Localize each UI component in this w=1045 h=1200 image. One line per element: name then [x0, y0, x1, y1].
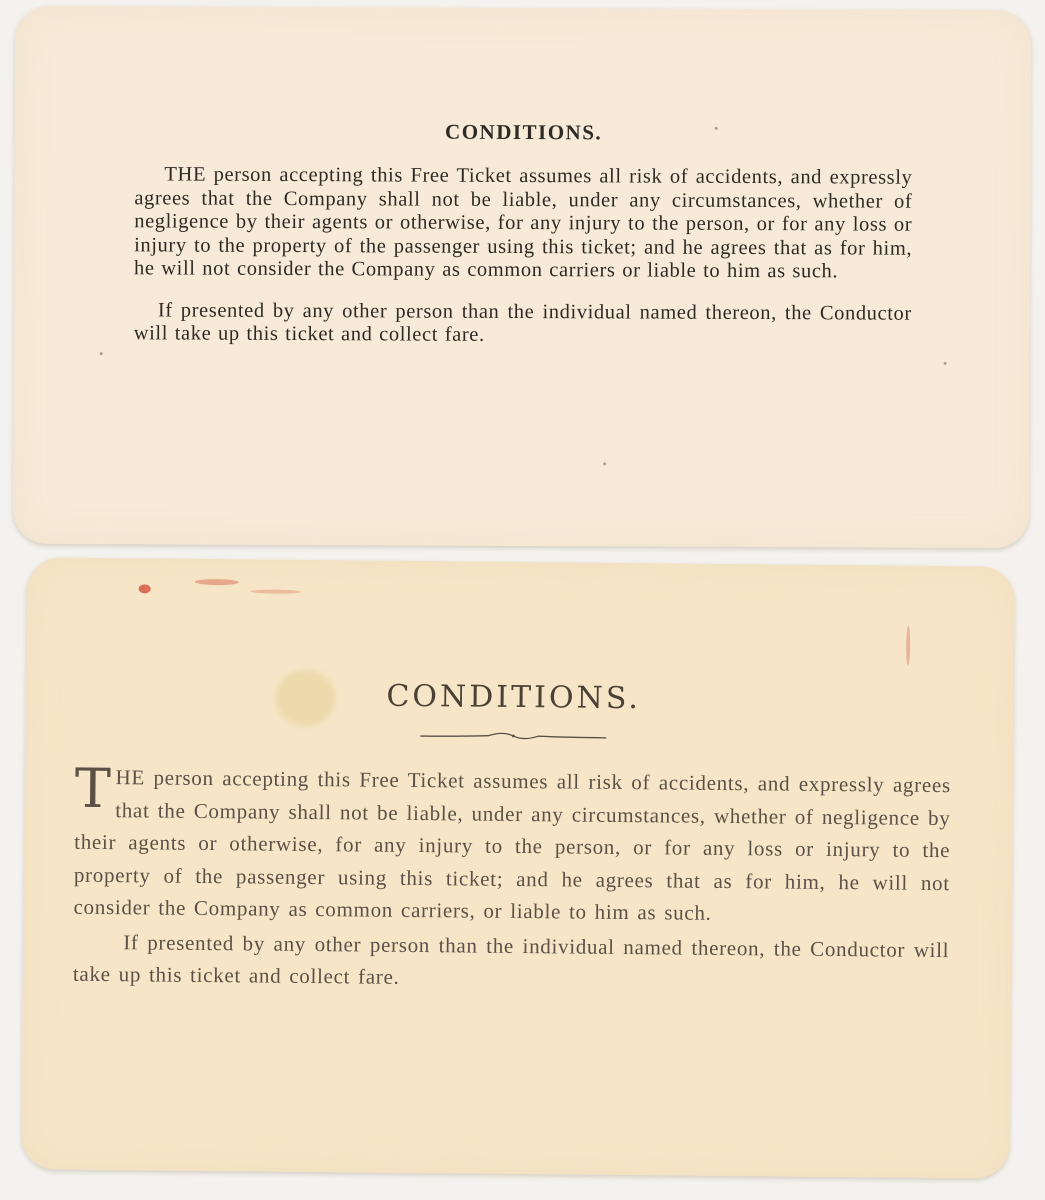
ticket-card-top [13, 6, 1031, 548]
yellow-stain [275, 670, 336, 727]
card-bottom-paragraph-1-text: HE person accepting this Free Ticket assumes all risk of accidents, and expressly agrees that the Company shall not be liable, under any circumstances, whether of negligence by their agents or otherwise, for any injury to the person, or for any loss or injury to the property of the passenger using this ticket; and he agrees that as for him, he will not consider the Company as common carriers, or liable to him as such. [73, 765, 951, 925]
drop-cap: T [74, 756, 112, 821]
red-stain [906, 626, 910, 666]
card-top-paragraph-1: THE person accepting this Free Ticket assumes all risk of accidents, and expressly agrees that the Company shall not be liable, under any circumstances, whether of negligence by their agents or otherwise, for any injury to the person, or for any loss or injury to the property of the passenger using this ticket; and he agrees that as for him, he will not consider the Company as common carriers or liable to him as such. [133, 163, 913, 283]
red-stain [195, 579, 239, 585]
red-stain [251, 589, 301, 593]
ticket-card-bottom [21, 557, 1015, 1178]
ornament-divider-icon [418, 728, 608, 744]
card-bottom-paragraph-2: If presented by any other person than the individual named thereon, the Conductor will take up this ticket and collect fare. [72, 929, 950, 989]
ink-speck [944, 362, 947, 365]
card-bottom-paragraph-1 [73, 756, 951, 932]
card-bottom-title: CONDITIONS. [386, 678, 642, 717]
ink-speck [715, 127, 718, 130]
ink-speck [100, 352, 103, 355]
card-top-paragraph-2: If presented by any other person than the individual named thereon, the Conductor will take up this ticket and collect fare. [133, 298, 912, 346]
ink-speck [603, 462, 606, 465]
red-stain [139, 584, 151, 593]
card-top-title: CONDITIONS. [445, 119, 603, 145]
